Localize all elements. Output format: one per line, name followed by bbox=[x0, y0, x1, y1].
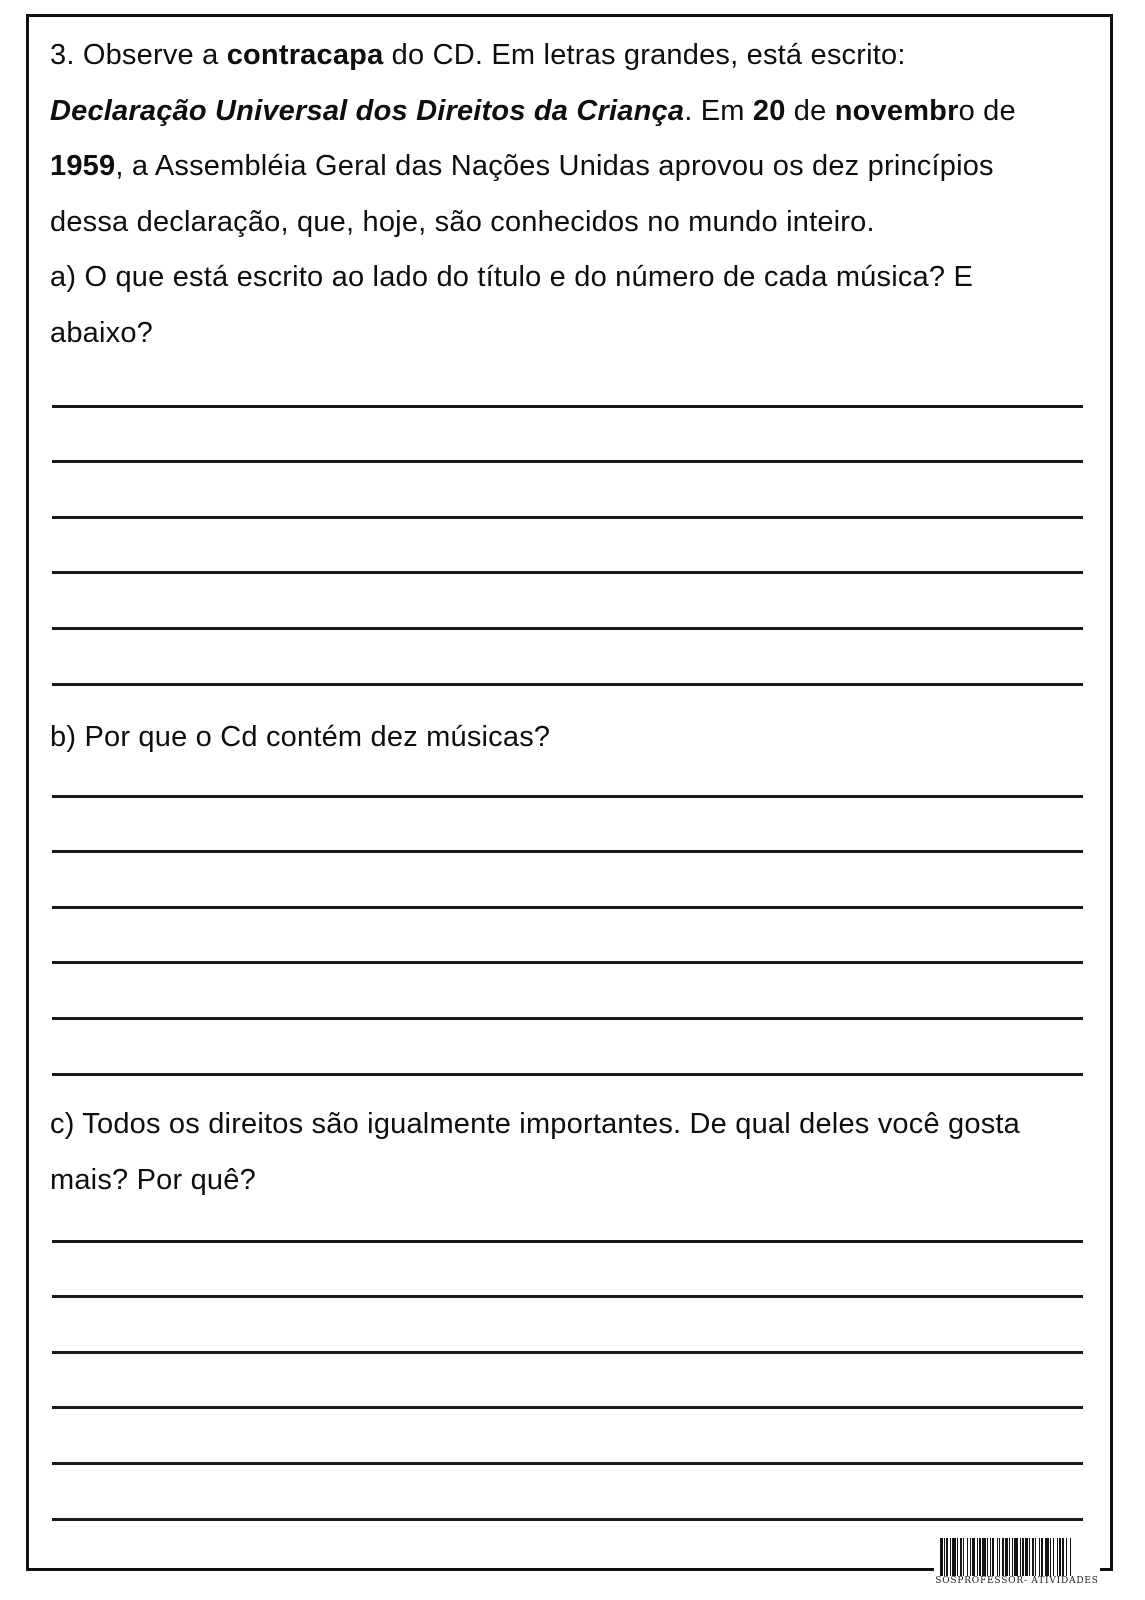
text-line bbox=[50, 1097, 1020, 1153]
answer-line bbox=[52, 408, 1083, 464]
text-segment: o de bbox=[958, 94, 1016, 127]
text-line bbox=[50, 139, 1016, 195]
text-segment: 1959 bbox=[50, 150, 116, 183]
answer-line bbox=[52, 1020, 1083, 1076]
answer-line bbox=[52, 742, 1083, 798]
text-line bbox=[50, 84, 1016, 140]
barcode-icon bbox=[940, 1538, 1092, 1576]
barcode-label: SOSPROFESSOR- ATIVIDADES bbox=[935, 1576, 1099, 1586]
text-line bbox=[50, 250, 973, 306]
answer-line bbox=[52, 352, 1083, 408]
answer-line bbox=[52, 574, 1083, 630]
question-b-answer-lines bbox=[52, 742, 1083, 1076]
answer-line bbox=[52, 1243, 1083, 1299]
text-line bbox=[50, 195, 1016, 251]
answer-line bbox=[52, 1298, 1083, 1354]
answer-line bbox=[52, 1187, 1083, 1243]
text-segment: contracapa bbox=[226, 39, 384, 71]
answer-line bbox=[52, 630, 1083, 686]
answer-line bbox=[52, 909, 1083, 965]
text-segment: c) Todos os direitos são igualmente importantes. De qual deles você gosta bbox=[50, 1108, 1020, 1140]
text-segment: do CD. Em letras grandes, está escrito: bbox=[383, 39, 906, 71]
question-c-answer-lines bbox=[52, 1187, 1083, 1521]
text-segment: abaixo? bbox=[50, 316, 153, 349]
answer-line bbox=[52, 853, 1083, 909]
answer-line bbox=[52, 1465, 1083, 1521]
question-a-answer-lines bbox=[52, 352, 1083, 686]
text-segment: Declaração Universal dos Direitos da Criança bbox=[50, 94, 685, 127]
answer-line bbox=[52, 798, 1083, 854]
text-segment: de bbox=[785, 94, 835, 127]
text-segment: , a Assembléia Geral das Nações Unidas aprovou os dez princípios bbox=[115, 150, 994, 183]
answer-line bbox=[52, 519, 1083, 575]
answer-line bbox=[52, 1354, 1083, 1410]
answer-line bbox=[52, 964, 1083, 1020]
answer-line bbox=[52, 1409, 1083, 1465]
text-segment: novembr bbox=[834, 94, 959, 127]
text-segment: 20 bbox=[752, 94, 786, 127]
answer-line bbox=[52, 463, 1083, 519]
text-segment: . Em bbox=[684, 94, 753, 127]
publisher-stamp bbox=[934, 1537, 1100, 1588]
question-a-text bbox=[50, 250, 973, 361]
text-segment: dessa declaração, que, hoje, são conhecidos no mundo inteiro. bbox=[50, 205, 875, 238]
text-segment: 3. Observe a bbox=[50, 39, 227, 71]
intro-paragraph bbox=[50, 28, 1016, 250]
text-segment: b) Por que o Cd contém dez músicas? bbox=[50, 721, 551, 753]
text-segment: a) O que está escrito ao lado do título e do número de cada música? E bbox=[50, 261, 974, 293]
text-line bbox=[50, 28, 1016, 84]
text-segment: mais? Por quê? bbox=[50, 1163, 256, 1196]
